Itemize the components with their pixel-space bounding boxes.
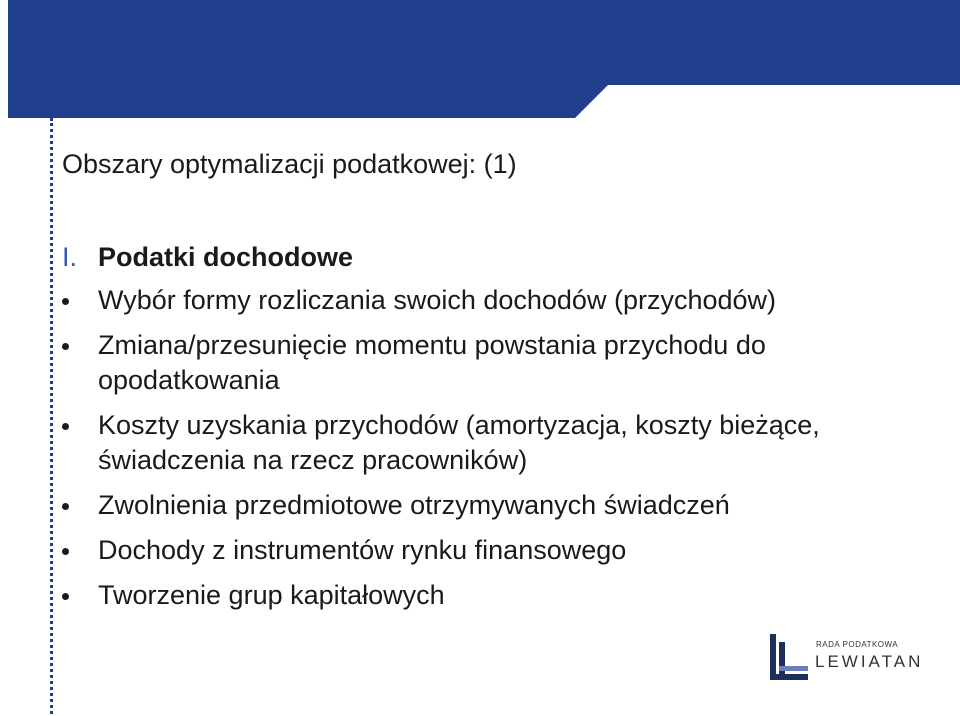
bullet-item bbox=[62, 328, 922, 398]
bullet-dot-icon bbox=[62, 343, 69, 350]
logo-small-text: RADA PODATKOWA bbox=[816, 640, 899, 649]
lewiatan-logo-icon bbox=[768, 630, 810, 684]
bullet-dot-icon bbox=[62, 503, 69, 510]
bullet-item bbox=[62, 488, 922, 523]
bullet-list bbox=[62, 283, 922, 623]
bullet-item bbox=[62, 578, 922, 613]
bullet-item bbox=[62, 283, 922, 318]
bullet-text: Zmiana/przesunięcie momentu powstania przychodu do opodatkowania bbox=[98, 330, 766, 395]
bullet-dot-icon bbox=[62, 423, 69, 430]
bullet-item bbox=[62, 533, 922, 568]
section-title-text: Podatki dochodowe bbox=[98, 242, 354, 272]
header-banner bbox=[0, 0, 960, 120]
lewiatan-logo bbox=[768, 630, 928, 684]
bullet-text: Zwolnienia przedmiotowe otrzymywanych świadczeń bbox=[98, 490, 730, 520]
logo-big-text: LEWIATAN bbox=[815, 652, 924, 671]
bullet-text: Dochody z instrumentów rynku finansowego bbox=[98, 535, 627, 565]
bullet-dot-icon bbox=[62, 593, 69, 600]
bullet-item bbox=[62, 408, 922, 478]
bullet-dot-icon bbox=[62, 298, 69, 305]
section-title bbox=[62, 240, 353, 274]
bullet-text: Tworzenie grup kapitałowych bbox=[98, 580, 445, 610]
bullet-text: Koszty uzyskania przychodów (amortyzacja, koszty bieżące, świadczenia na rzecz pracowników) bbox=[98, 410, 820, 475]
section-numeral: I. bbox=[62, 242, 78, 272]
dotted-divider bbox=[50, 118, 53, 714]
bullet-text: Wybór formy rozliczania swoich dochodów (przychodów) bbox=[98, 285, 777, 315]
slide-heading: Obszary optymalizacji podatkowej: (1) bbox=[62, 149, 517, 179]
bullet-dot-icon bbox=[62, 548, 69, 555]
